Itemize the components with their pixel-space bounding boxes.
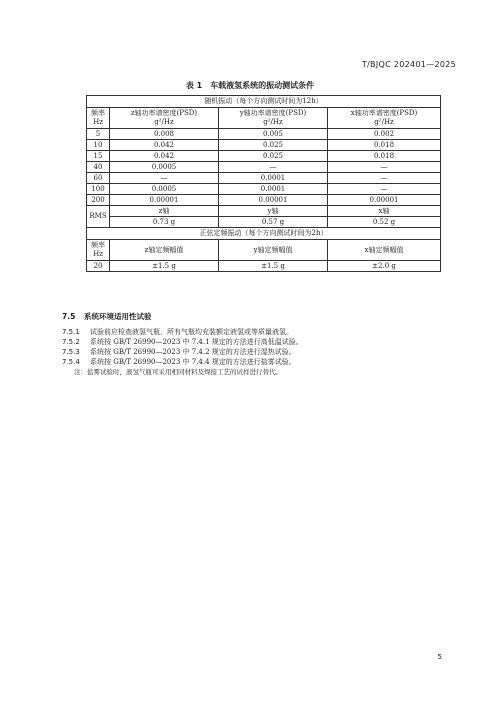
table-caption: 表 1 车载液氢系统的振动测试条件	[185, 81, 315, 90]
rms-value-x: 0.52 g	[328, 217, 441, 228]
rms-axis-row	[87, 206, 441, 217]
table-row	[87, 162, 441, 173]
table-cell: —	[219, 162, 328, 173]
random-header-row	[87, 108, 441, 129]
table-cell: 0.005	[219, 129, 328, 140]
table-cell: 0.025	[219, 140, 328, 151]
table-cell: 0.00001	[328, 195, 441, 206]
table-row	[87, 129, 441, 140]
table-row	[87, 184, 441, 195]
document-code: T/BJQC 202401—2025	[361, 60, 456, 69]
table-cell: 0.008	[110, 129, 219, 140]
table-cell: 0.0005	[110, 184, 219, 195]
rms-axis-z: z轴	[110, 206, 219, 217]
clause-item	[62, 347, 303, 357]
table-cell: 100	[87, 184, 110, 195]
table-cell: —	[110, 173, 219, 184]
x-psd-header: x轴功率谱密度(PSD) g²/Hz	[328, 108, 441, 129]
table-cell: 0.00001	[219, 195, 328, 206]
table-cell: 0.018	[328, 151, 441, 162]
table-row	[87, 140, 441, 151]
table-cell: 0.002	[328, 129, 441, 140]
clause-text: 系统按 GB/T 26990—2023 中 7.4.2 规定的方法进行湿热试验。	[90, 348, 296, 356]
rms-value-z: 0.73 g	[110, 217, 219, 228]
table-cell: ±2.0 g	[328, 261, 441, 272]
clause-number: 7.5.1	[62, 328, 80, 336]
table-cell: 0.0001	[219, 184, 328, 195]
z-amplitude-header: z轴定频幅值	[110, 240, 219, 261]
table-cell: 0.0001	[219, 173, 328, 184]
table-cell: ±1.5 g	[110, 261, 219, 272]
page-number: 5	[437, 653, 442, 661]
rms-value-y: 0.57 g	[219, 217, 328, 228]
table-cell: 0.025	[219, 151, 328, 162]
table-row	[87, 151, 441, 162]
table-row	[87, 195, 441, 206]
table-row	[87, 261, 441, 272]
note: 注：盐雾试验时，液氢气瓶可采用相同材料及焊接工艺的试样进行替代。	[74, 368, 282, 376]
y-amplitude-header: y轴定频幅值	[219, 240, 328, 261]
frequency-header: 频率 Hz	[87, 240, 110, 261]
x-amplitude-header: x轴定频幅值	[328, 240, 441, 261]
rms-axis-y: y轴	[219, 206, 328, 217]
section-title: 系统环境适用性试验	[84, 312, 152, 321]
clause-text: 系统按 GB/T 26990—2023 中 7.4.4 规定的方法进行盐雾试验。	[90, 358, 296, 366]
table-cell: 20	[87, 261, 110, 272]
table-cell: 0.018	[328, 140, 441, 151]
table-cell: 0.00001	[110, 195, 219, 206]
clause-number: 7.5.4	[62, 358, 80, 366]
sine-vibration-title: 正弦定频振动（每个方向测试时间为2h）	[87, 228, 441, 240]
table-cell: 0.042	[110, 140, 219, 151]
table-cell: 0.0005	[110, 162, 219, 173]
table-cell: 5	[87, 129, 110, 140]
clause-item	[62, 337, 303, 347]
random-vibration-title: 随机振动（每个方向测试时间为12h）	[87, 96, 441, 108]
y-psd-header: y轴功率谱密度(PSD) g²/Hz	[219, 108, 328, 129]
table-cell: ±1.5 g	[219, 261, 328, 272]
table-cell: —	[328, 162, 441, 173]
section-heading	[62, 311, 152, 322]
clause-item	[62, 327, 303, 337]
sine-header-row	[87, 240, 441, 261]
table-cell: 200	[87, 195, 110, 206]
table-cell: 40	[87, 162, 110, 173]
clause-text: 试验前应检查液氢气瓶，所有气瓶均充装额定液氢或等质量液氢。	[90, 328, 293, 336]
clause-list	[62, 327, 303, 377]
rms-axis-x: x轴	[328, 206, 441, 217]
z-psd-header: z轴功率谱密度(PSD) g²/Hz	[110, 108, 219, 129]
clause-number: 7.5.3	[62, 348, 80, 356]
table-cell: 15	[87, 151, 110, 162]
table-row	[87, 173, 441, 184]
table-cell: —	[328, 184, 441, 195]
clause-number: 7.5.2	[62, 338, 80, 346]
frequency-header: 频率 Hz	[87, 108, 110, 129]
clause-item	[62, 357, 303, 367]
clause-text: 系统按 GB/T 26990—2023 中 7.4.1 规定的方法进行高低温试验。	[90, 338, 303, 346]
section-number: 7.5	[62, 312, 76, 321]
table-cell: —	[328, 173, 441, 184]
vibration-test-table	[86, 95, 441, 272]
table-cell: 10	[87, 140, 110, 151]
rms-label: RMS	[87, 206, 110, 228]
table-cell: 60	[87, 173, 110, 184]
table-cell: 0.042	[110, 151, 219, 162]
rms-value-row	[87, 217, 441, 228]
